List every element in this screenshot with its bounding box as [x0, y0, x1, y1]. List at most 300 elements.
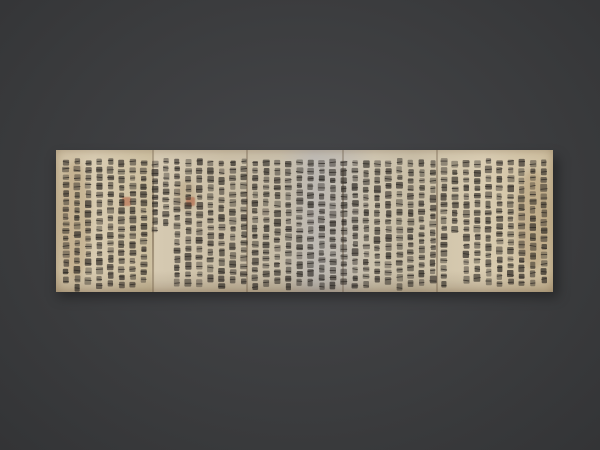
glyph-stroke: [396, 238, 403, 239]
glyph-mark: [318, 183, 325, 191]
glyph-stroke: [107, 243, 113, 244]
glyph-mark: [330, 229, 336, 235]
glyph-mark: [263, 242, 270, 249]
glyph-mark: [274, 270, 281, 276]
glyph-stroke: [307, 214, 314, 215]
glyph-stroke: [63, 184, 69, 185]
glyph-stroke: [508, 259, 514, 260]
glyph-mark: [274, 210, 281, 217]
glyph-mark: [164, 173, 170, 181]
glyph-mark: [252, 241, 259, 248]
glyph-mark: [486, 259, 492, 267]
glyph-stroke: [397, 288, 403, 289]
glyph-mark: [463, 210, 470, 218]
script-column: [474, 160, 481, 281]
script-column: [152, 161, 159, 233]
glyph-mark: [464, 276, 470, 284]
glyph-stroke: [441, 179, 448, 180]
glyph-mark: [85, 183, 91, 189]
glyph-mark: [485, 217, 490, 224]
glyph-mark: [341, 177, 347, 184]
glyph-mark: [240, 182, 247, 189]
glyph-mark: [420, 169, 425, 177]
glyph-mark: [196, 228, 202, 235]
glyph-stroke: [352, 162, 357, 163]
glyph-mark: [118, 160, 124, 168]
script-column: [296, 160, 303, 286]
glyph-mark: [452, 177, 459, 185]
glyph-mark: [352, 267, 357, 274]
script-column: [285, 161, 292, 290]
glyph-stroke: [474, 173, 481, 174]
glyph-mark: [386, 210, 391, 217]
glyph-stroke: [219, 250, 225, 251]
glyph-mark: [408, 234, 414, 240]
glyph-mark: [275, 245, 281, 252]
glyph-stroke: [218, 286, 225, 287]
glyph-mark: [507, 247, 513, 254]
glyph-stroke: [85, 212, 91, 213]
glyph-mark: [474, 210, 481, 216]
glyph-mark: [508, 185, 515, 193]
script-column: [363, 160, 370, 288]
glyph-stroke: [385, 186, 391, 187]
glyph-mark: [174, 189, 180, 196]
glyph-mark: [62, 228, 69, 234]
glyph-mark: [264, 225, 270, 232]
glyph-mark: [318, 201, 325, 206]
glyph-mark: [307, 244, 313, 250]
glyph-mark: [296, 279, 301, 286]
glyph-stroke: [230, 236, 235, 237]
glyph-mark: [185, 262, 191, 270]
glyph-stroke: [286, 173, 292, 174]
glyph-mark: [452, 187, 459, 192]
glyph-mark: [507, 194, 513, 199]
glyph-stroke: [441, 237, 448, 238]
glyph-stroke: [497, 276, 502, 277]
glyph-mark: [463, 234, 470, 242]
glyph-mark: [474, 258, 480, 264]
glyph-stroke: [519, 267, 525, 268]
glyph-stroke: [86, 254, 91, 255]
glyph-mark: [63, 213, 68, 220]
glyph-mark: [374, 185, 381, 193]
glyph-mark: [374, 177, 380, 184]
glyph-mark: [274, 237, 280, 242]
glyph-stroke: [352, 204, 359, 205]
glyph-mark: [385, 161, 391, 167]
glyph-stroke: [152, 222, 157, 223]
glyph-stroke: [63, 218, 68, 219]
glyph-mark: [252, 250, 259, 256]
glyph-mark: [530, 243, 536, 251]
glyph-stroke: [163, 199, 170, 200]
glyph-mark: [185, 272, 191, 278]
glyph-mark: [62, 167, 69, 173]
glyph-mark: [330, 251, 336, 256]
glyph-mark: [319, 241, 324, 249]
glyph-mark: [352, 200, 359, 207]
glyph-mark: [519, 274, 525, 279]
glyph-stroke: [474, 252, 480, 253]
glyph-mark: [108, 199, 113, 206]
glyph-mark: [208, 210, 213, 216]
glyph-mark: [252, 200, 258, 207]
glyph-mark: [252, 208, 257, 214]
glyph-mark: [352, 183, 358, 191]
script-column: [385, 161, 392, 285]
glyph-mark: [396, 260, 403, 266]
glyph-mark: [96, 234, 103, 241]
glyph-stroke: [119, 236, 125, 237]
glyph-mark: [430, 205, 436, 212]
glyph-stroke: [452, 165, 459, 166]
glyph-mark: [496, 185, 503, 191]
glyph-mark: [164, 158, 169, 164]
glyph-mark: [474, 225, 481, 233]
glyph-stroke: [441, 228, 446, 229]
glyph-mark: [63, 207, 69, 212]
script-column: [107, 158, 114, 286]
glyph-mark: [63, 199, 69, 206]
script-column: [207, 161, 214, 283]
glyph-stroke: [497, 179, 503, 180]
script-column: [340, 161, 347, 285]
glyph-stroke: [297, 186, 302, 187]
glyph-mark: [119, 193, 124, 198]
glyph-mark: [96, 226, 102, 232]
script-column: [184, 159, 192, 287]
glyph-mark: [119, 176, 125, 183]
glyph-stroke: [364, 262, 369, 263]
glyph-mark: [541, 252, 547, 259]
glyph-stroke: [507, 234, 514, 235]
glyph-mark: [363, 281, 369, 288]
glyph-mark: [96, 283, 102, 289]
glyph-mark: [219, 249, 225, 257]
script-column: [229, 161, 236, 284]
glyph-mark: [207, 176, 214, 183]
glyph-stroke: [263, 282, 269, 283]
glyph-mark: [518, 265, 524, 273]
glyph-mark: [386, 252, 391, 259]
glyph-stroke: [252, 235, 257, 236]
glyph-mark: [263, 160, 270, 167]
glyph-mark: [451, 161, 458, 168]
glyph-mark: [186, 159, 192, 167]
glyph-mark: [519, 159, 525, 167]
glyph-mark: [263, 250, 269, 255]
glyph-mark: [519, 204, 525, 211]
glyph-mark: [130, 167, 136, 173]
glyph-mark: [396, 199, 403, 207]
glyph-mark: [518, 223, 525, 230]
glyph-mark: [208, 232, 214, 239]
glyph-mark: [452, 202, 459, 209]
glyph-mark: [486, 278, 492, 285]
glyph-mark: [186, 185, 191, 193]
glyph-mark: [485, 192, 492, 199]
glyph-mark: [452, 170, 457, 175]
glyph-mark: [241, 174, 247, 181]
glyph-mark: [108, 272, 114, 279]
glyph-mark: [497, 257, 503, 264]
glyph-mark: [497, 281, 503, 287]
glyph-stroke: [386, 204, 392, 205]
glyph-mark: [519, 178, 525, 185]
glyph-mark: [274, 201, 280, 208]
glyph-mark: [307, 252, 314, 259]
script-column: [274, 160, 281, 284]
glyph-stroke: [274, 232, 280, 233]
glyph-mark: [319, 233, 325, 239]
glyph-stroke: [341, 240, 347, 241]
glyph-mark: [152, 169, 159, 176]
glyph-mark: [374, 236, 380, 244]
glyph-stroke: [519, 172, 525, 173]
glyph-mark: [129, 241, 135, 248]
glyph-mark: [441, 158, 448, 166]
script-column: [429, 160, 436, 283]
glyph-mark: [286, 267, 291, 274]
glyph-mark: [241, 247, 247, 252]
glyph-stroke: [252, 245, 259, 246]
glyph-stroke: [452, 220, 457, 221]
glyph-mark: [174, 239, 179, 246]
glyph-mark: [230, 168, 236, 174]
glyph-mark: [496, 247, 503, 255]
glyph-mark: [430, 269, 435, 275]
glyph-mark: [163, 166, 168, 172]
glyph-mark: [186, 194, 191, 200]
glyph-mark: [85, 210, 91, 217]
glyph-stroke: [486, 264, 492, 265]
glyph-mark: [386, 243, 392, 251]
script-column: [496, 160, 504, 286]
glyph-stroke: [285, 252, 292, 253]
glyph-mark: [207, 167, 214, 174]
glyph-mark: [208, 241, 214, 247]
glyph-stroke: [141, 179, 146, 180]
glyph-stroke: [208, 188, 214, 189]
glyph-mark: [152, 227, 158, 232]
glyph-mark: [186, 227, 191, 234]
glyph-mark: [286, 218, 291, 224]
glyph-mark: [184, 279, 191, 287]
glyph-mark: [486, 235, 491, 242]
glyph-stroke: [396, 277, 402, 278]
glyph-mark: [464, 266, 469, 274]
script-column: [407, 160, 414, 287]
glyph-stroke: [341, 197, 347, 198]
script-column: [140, 161, 148, 283]
script-column: [218, 161, 225, 289]
glyph-mark: [320, 169, 325, 174]
glyph-mark: [63, 277, 69, 284]
glyph-mark: [297, 175, 303, 181]
glyph-mark: [430, 276, 437, 284]
glyph-mark: [307, 269, 313, 276]
glyph-mark: [475, 234, 481, 240]
glyph-mark: [530, 199, 537, 205]
glyph-mark: [196, 279, 202, 287]
glyph-mark: [474, 217, 480, 224]
glyph-mark: [430, 186, 435, 193]
glyph-mark: [397, 243, 403, 250]
glyph-mark: [408, 280, 414, 287]
glyph-stroke: [74, 235, 81, 236]
glyph-mark: [230, 182, 235, 189]
glyph-mark: [264, 177, 270, 183]
glyph-mark: [352, 217, 358, 224]
glyph-mark: [352, 168, 359, 173]
glyph-mark: [97, 200, 102, 208]
glyph-mark: [385, 219, 391, 224]
glyph-mark: [208, 202, 213, 208]
glyph-mark: [507, 270, 514, 277]
glyph-mark: [497, 274, 502, 280]
glyph-mark: [107, 232, 113, 239]
script-column: [262, 160, 269, 287]
glyph-mark: [341, 269, 347, 276]
glyph-mark: [96, 258, 103, 266]
glyph-stroke: [274, 180, 280, 181]
glyph-mark: [141, 223, 147, 230]
glyph-mark: [74, 215, 79, 221]
script-column: [196, 158, 204, 287]
glyph-mark: [363, 244, 370, 250]
glyph-mark: [130, 233, 136, 239]
glyph-mark: [441, 167, 447, 175]
glyph-mark: [463, 178, 469, 183]
glyph-mark: [419, 216, 424, 222]
glyph-mark: [252, 175, 258, 181]
glyph-stroke: [252, 187, 257, 188]
glyph-mark: [475, 186, 481, 191]
glyph-mark: [519, 186, 524, 194]
glyph-mark: [508, 279, 514, 285]
glyph-mark: [308, 160, 314, 167]
glyph-stroke: [186, 189, 191, 190]
glyph-mark: [130, 250, 137, 256]
glyph-stroke: [419, 257, 425, 258]
glyph-mark: [240, 207, 246, 213]
glyph-mark: [441, 193, 447, 201]
glyph-mark: [530, 206, 535, 214]
glyph-mark: [119, 185, 124, 191]
glyph-mark: [231, 161, 236, 166]
glyph-stroke: [508, 265, 514, 266]
script-column: [418, 159, 425, 286]
glyph-mark: [419, 201, 425, 207]
glyph-stroke: [119, 285, 125, 286]
glyph-stroke: [75, 288, 80, 289]
glyph-mark: [263, 199, 268, 207]
glyph-mark: [342, 219, 347, 225]
glyph-mark: [275, 168, 281, 176]
glyph-mark: [141, 247, 146, 253]
glyph-stroke: [296, 265, 302, 266]
glyph-mark: [252, 216, 258, 223]
glyph-mark: [174, 159, 179, 165]
glyph-mark: [63, 160, 69, 166]
glyph-mark: [253, 161, 258, 166]
glyph-stroke: [97, 279, 102, 280]
glyph-mark: [530, 191, 536, 196]
glyph-stroke: [396, 229, 403, 230]
glyph-stroke: [252, 278, 258, 279]
glyph-mark: [374, 195, 379, 201]
glyph-stroke: [230, 279, 236, 280]
glyph-stroke: [319, 269, 324, 270]
glyph-mark: [508, 263, 514, 268]
glyph-mark: [74, 258, 80, 264]
glyph-mark: [163, 189, 170, 195]
glyph-mark: [308, 226, 313, 234]
glyph-stroke: [263, 227, 269, 228]
glyph-mark: [108, 247, 114, 253]
glyph-mark: [319, 175, 325, 181]
glyph-stroke: [486, 222, 491, 223]
glyph-stroke: [275, 195, 280, 196]
calligraphy-columns: [56, 150, 553, 292]
script-column: [440, 158, 447, 287]
glyph-mark: [174, 223, 181, 230]
glyph-stroke: [119, 187, 124, 188]
glyph-mark: [319, 250, 324, 256]
glyph-stroke: [308, 248, 314, 249]
glyph-mark: [397, 209, 403, 216]
glyph-mark: [197, 221, 203, 228]
glyph-stroke: [97, 161, 102, 162]
glyph-mark: [374, 210, 379, 217]
glyph-stroke: [174, 185, 180, 186]
script-column: [530, 160, 537, 286]
glyph-mark: [307, 184, 313, 191]
glyph-mark: [364, 234, 369, 241]
script-column: [463, 160, 470, 284]
glyph-mark: [241, 214, 247, 221]
glyph-stroke: [519, 282, 525, 283]
glyph-stroke: [241, 201, 247, 202]
glyph-mark: [464, 185, 469, 192]
glyph-stroke: [140, 240, 147, 241]
glyph-stroke: [230, 256, 236, 257]
glyph-mark: [285, 185, 292, 191]
glyph-stroke: [463, 221, 469, 222]
glyph-stroke: [196, 206, 202, 207]
glyph-mark: [286, 226, 292, 232]
glyph-mark: [75, 275, 81, 282]
glyph-mark: [341, 227, 347, 234]
glyph-mark: [419, 246, 425, 254]
glyph-mark: [542, 210, 548, 218]
glyph-mark: [274, 277, 280, 284]
glyph-mark: [464, 227, 470, 232]
glyph-stroke: [119, 252, 125, 253]
glyph-stroke: [385, 272, 392, 273]
glyph-mark: [97, 242, 102, 249]
glyph-stroke: [252, 212, 257, 213]
glyph-mark: [330, 220, 336, 226]
glyph-mark: [153, 217, 158, 224]
glyph-stroke: [474, 244, 480, 245]
glyph-mark: [296, 244, 303, 250]
glyph-stroke: [96, 195, 103, 196]
glyph-mark: [207, 265, 213, 273]
glyph-stroke: [385, 238, 391, 239]
